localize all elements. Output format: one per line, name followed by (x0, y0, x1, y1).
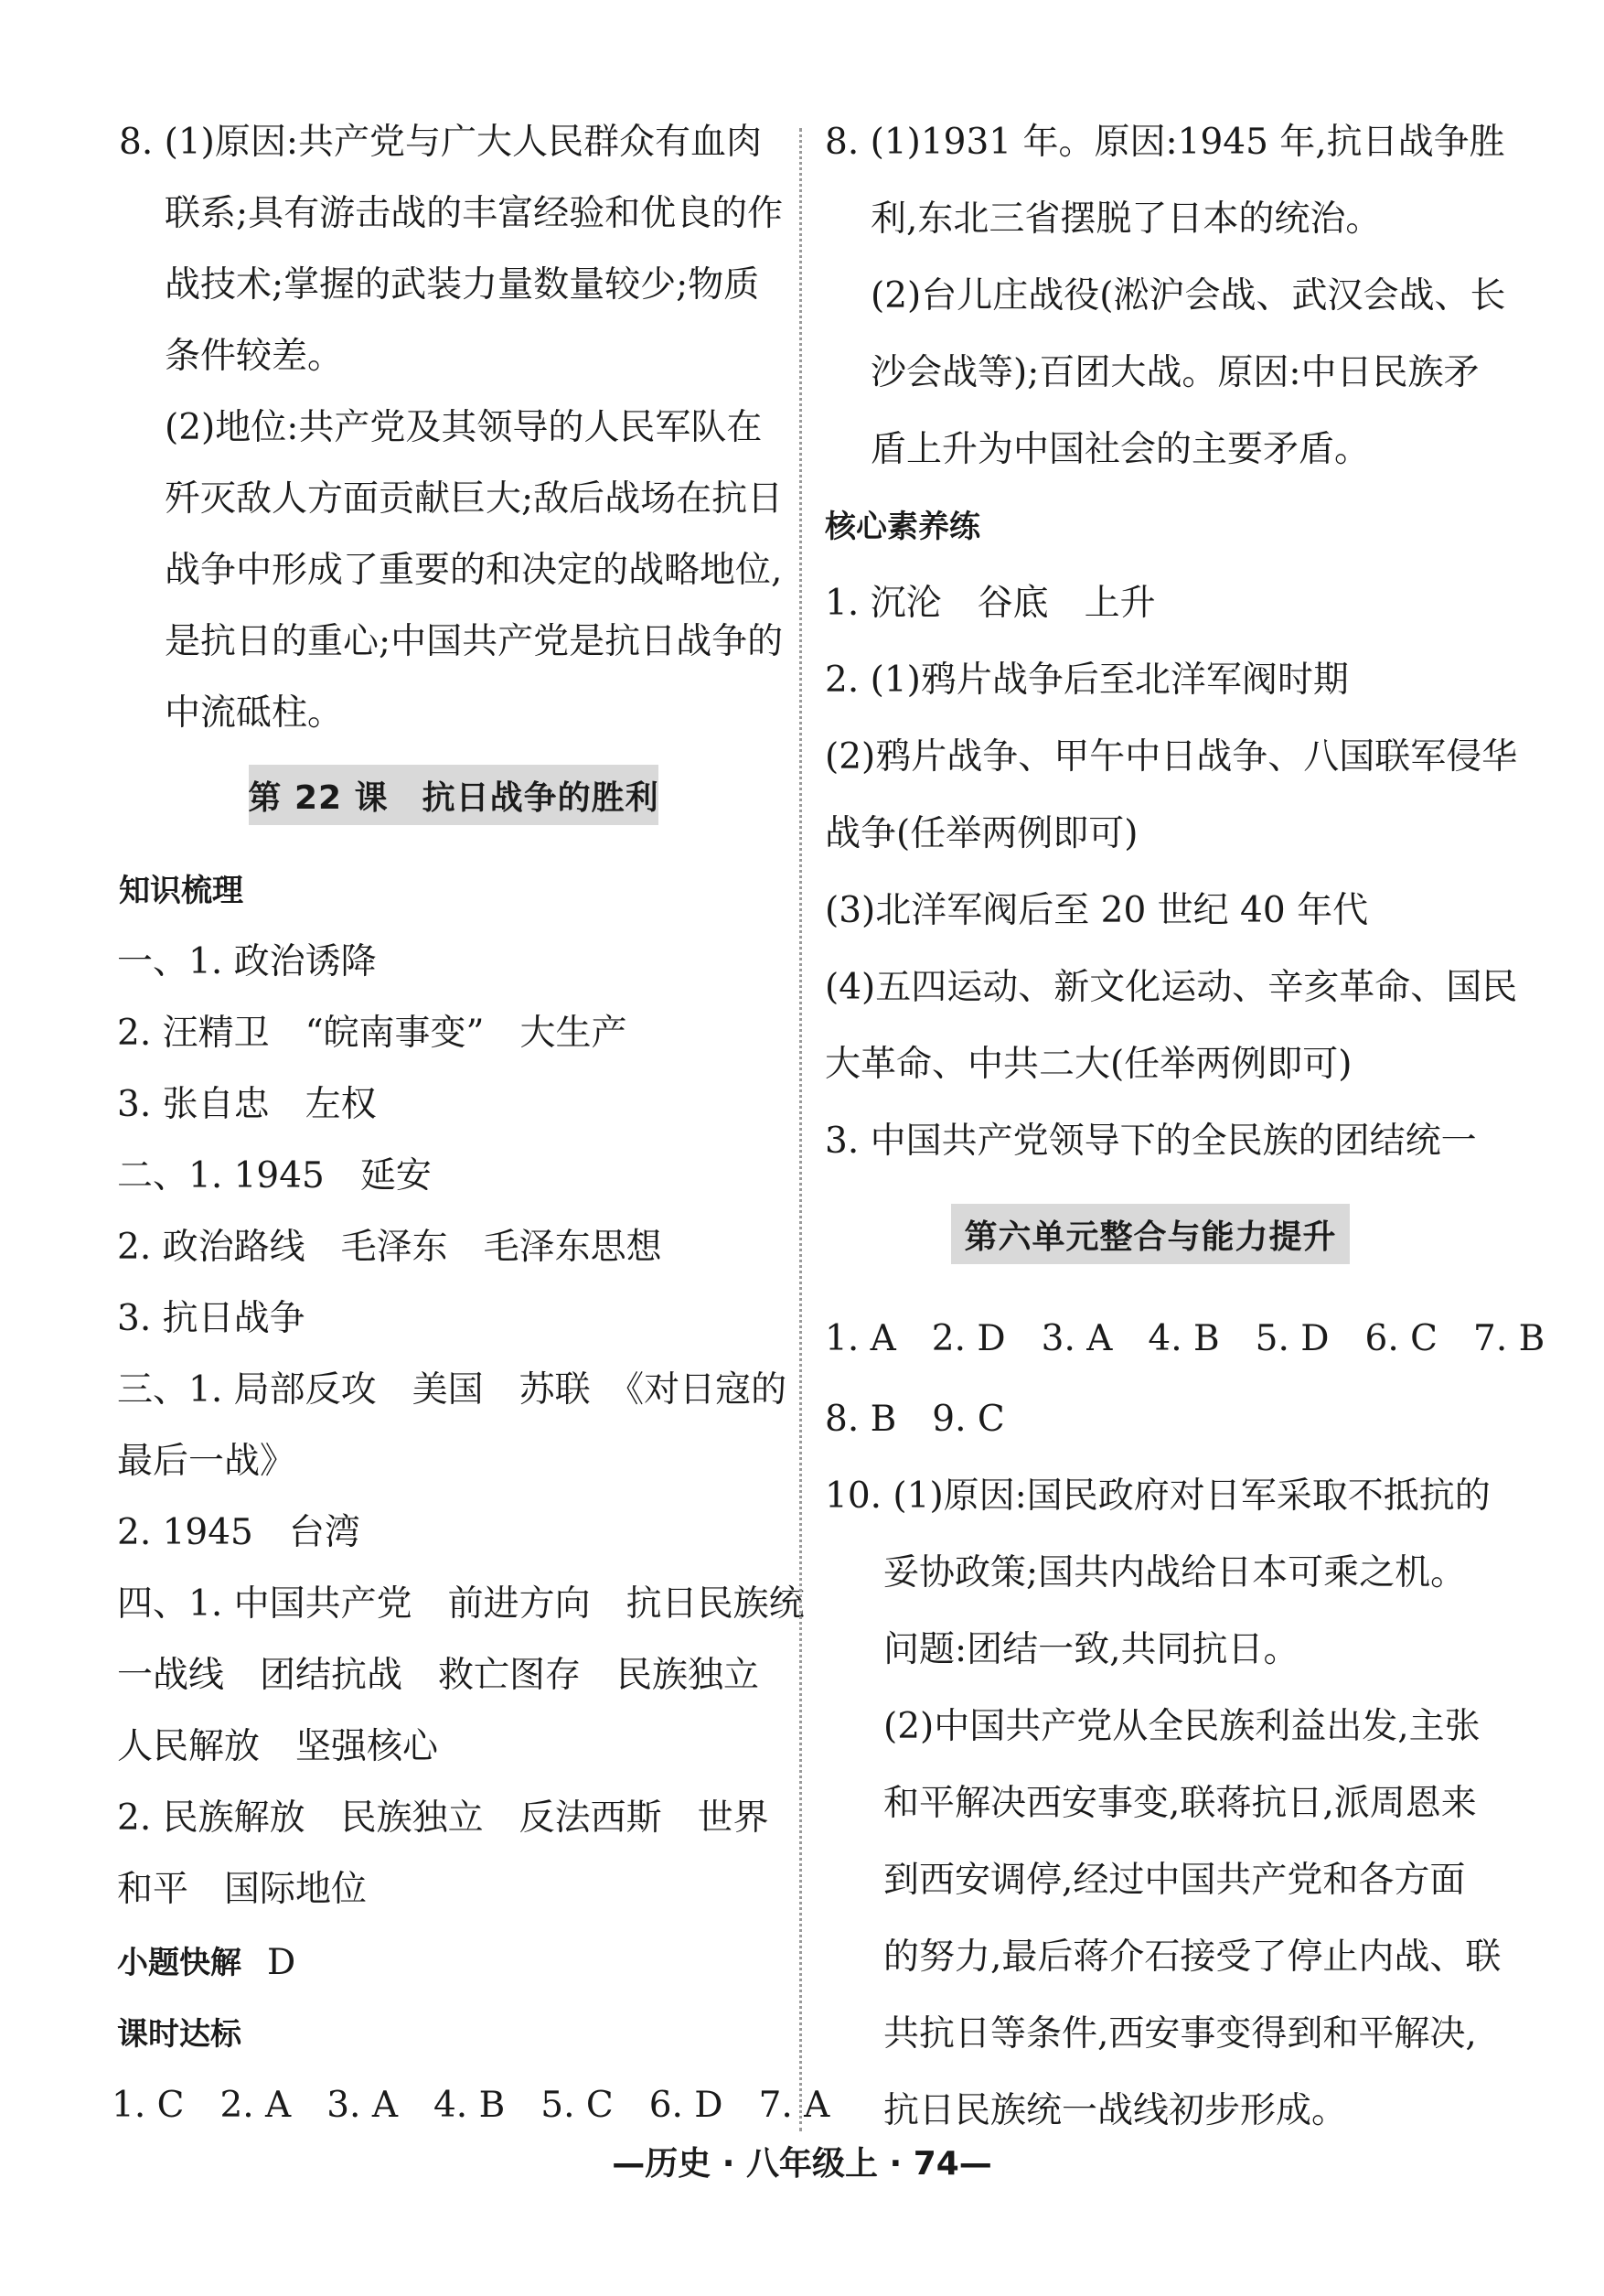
q10-line: 的努力,最后蒋介石接受了停止内战、联 (883, 1937, 1502, 1978)
right-q8-line: 沙会战等);百团大战。原因:中日民族矛 (871, 352, 1480, 393)
core-line: 3. 中国共产党领导下的全民族的团结统一 (825, 1121, 1477, 1162)
right-q8-line: 利,东北三省摆脱了日本的统治。 (871, 198, 1382, 240)
core-line: 战争(任举两例即可) (825, 813, 1139, 854)
class-heading: 课时达标 (117, 2016, 241, 2053)
quick-answer: D (267, 1942, 296, 1983)
quick-answer-row (117, 1937, 295, 1989)
right-q8-line: 盾上升为中国社会的主要矛盾。 (871, 429, 1371, 470)
left-q8-line: 战争中形成了重要的和决定的战略地位, (165, 550, 783, 591)
left-q8-line: 是抗日的重心;中国共产党是抗日战争的 (165, 621, 784, 662)
q10-line: 抗日民族统一战线初步形成。 (883, 2090, 1348, 2131)
left-q8-line: 条件较差。 (165, 336, 344, 377)
column-divider (799, 128, 802, 2131)
knowledge-line: 2. 民族解放 民族独立 反法西斯 世界 (117, 1797, 769, 1839)
page-footer: —历史 · 八年级上 · 74— (612, 2145, 992, 2183)
right-column (814, 0, 1604, 2150)
knowledge-line: 三、1. 局部反攻 美国 苏联 《对日寇的 (117, 1369, 787, 1411)
lesson-title: 第 22 课 抗日战争的胜利 (249, 765, 658, 825)
left-q8-line: (2)地位:共产党及其领导的人民军队在 (165, 407, 763, 448)
knowledge-line: 最后一战》 (117, 1441, 296, 1482)
knowledge-line: 二、1. 1945 延安 (117, 1155, 432, 1196)
knowledge-line: 2. 汪精卫 “皖南事变” 大生产 (117, 1013, 627, 1054)
unit-answers: 8. B 9. C (825, 1399, 1005, 1440)
left-q8-line: 战技术;掌握的武装力量数量较少;物质 (165, 264, 760, 306)
left-q8-line: 歼灭敌人方面贡献巨大;敌后战场在抗日 (165, 478, 784, 520)
left-q8-line: 8. (1)原因:共产党与广大人民群众有血肉 (119, 122, 762, 163)
quick-heading: 小题快解 (117, 1945, 241, 1981)
q10-line: 10. (1)原因:国民政府对日军采取不抵抗的 (825, 1475, 1491, 1517)
right-q8-line: 8. (1)1931 年。原因:1945 年,抗日战争胜 (825, 122, 1505, 163)
knowledge-line: 2. 政治路线 毛泽东 毛泽东思想 (117, 1227, 662, 1268)
q10-line: 到西安调停,经过中国共产党和各方面 (883, 1860, 1466, 1901)
q10-line: 问题:团结一致,共同抗日。 (883, 1629, 1299, 1670)
unit-title: 第六单元整合与能力提升 (951, 1204, 1350, 1264)
knowledge-line: 人民解放 坚强核心 (117, 1726, 439, 1767)
knowledge-line: 四、1. 中国共产党 前进方向 抗日民族统 (117, 1583, 805, 1625)
class-answers: 1. C 2. A 3. A 4. B 5. C 6. D 7. A (112, 2085, 830, 2126)
q10-line: 共抗日等条件,西安事变得到和平解决, (883, 2013, 1477, 2055)
knowledge-line: 2. 1945 台湾 (117, 1512, 360, 1553)
q10-line: (2)中国共产党从全民族利益出发,主张 (883, 1706, 1481, 1747)
left-q8-line: 联系;具有游击战的丰富经验和优良的作 (165, 193, 784, 234)
core-line: 大革命、中共二大(任举两例即可) (825, 1044, 1353, 1085)
core-line: (4)五四运动、新文化运动、辛亥革命、国民 (825, 967, 1518, 1008)
core-line: (3)北洋军阀后至 20 世纪 40 年代 (825, 890, 1369, 931)
left-column (0, 0, 830, 2150)
knowledge-line: 3. 张自忠 左权 (117, 1084, 377, 1125)
right-q8-line: (2)台儿庄战役(淞沪会战、武汉会战、长 (871, 275, 1506, 317)
core-line: (2)鸦片战争、甲午中日战争、八国联军侵华 (825, 736, 1518, 778)
core-line: 2. (1)鸦片战争后至北洋军阀时期 (825, 660, 1349, 701)
core-heading: 核心素养练 (825, 509, 980, 545)
q10-line: 妥协政策;国共内战给日本可乘之机。 (883, 1552, 1467, 1593)
knowledge-line: 3. 抗日战争 (117, 1298, 305, 1339)
core-line: 1. 沉沦 谷底 上升 (825, 583, 1156, 624)
q10-line: 和平解决西安事变,联蒋抗日,派周恩来 (883, 1783, 1477, 1824)
knowledge-line: 一战线 团结抗战 救亡图存 民族独立 (117, 1655, 760, 1696)
unit-answers: 1. A 2. D 3. A 4. B 5. D 6. C 7. B (825, 1318, 1545, 1359)
knowledge-line: 一、1. 政治诱降 (117, 941, 377, 982)
knowledge-line: 和平 国际地位 (117, 1869, 368, 1910)
left-q8-line: 中流砥柱。 (165, 692, 344, 734)
knowledge-heading: 知识梳理 (119, 873, 243, 909)
